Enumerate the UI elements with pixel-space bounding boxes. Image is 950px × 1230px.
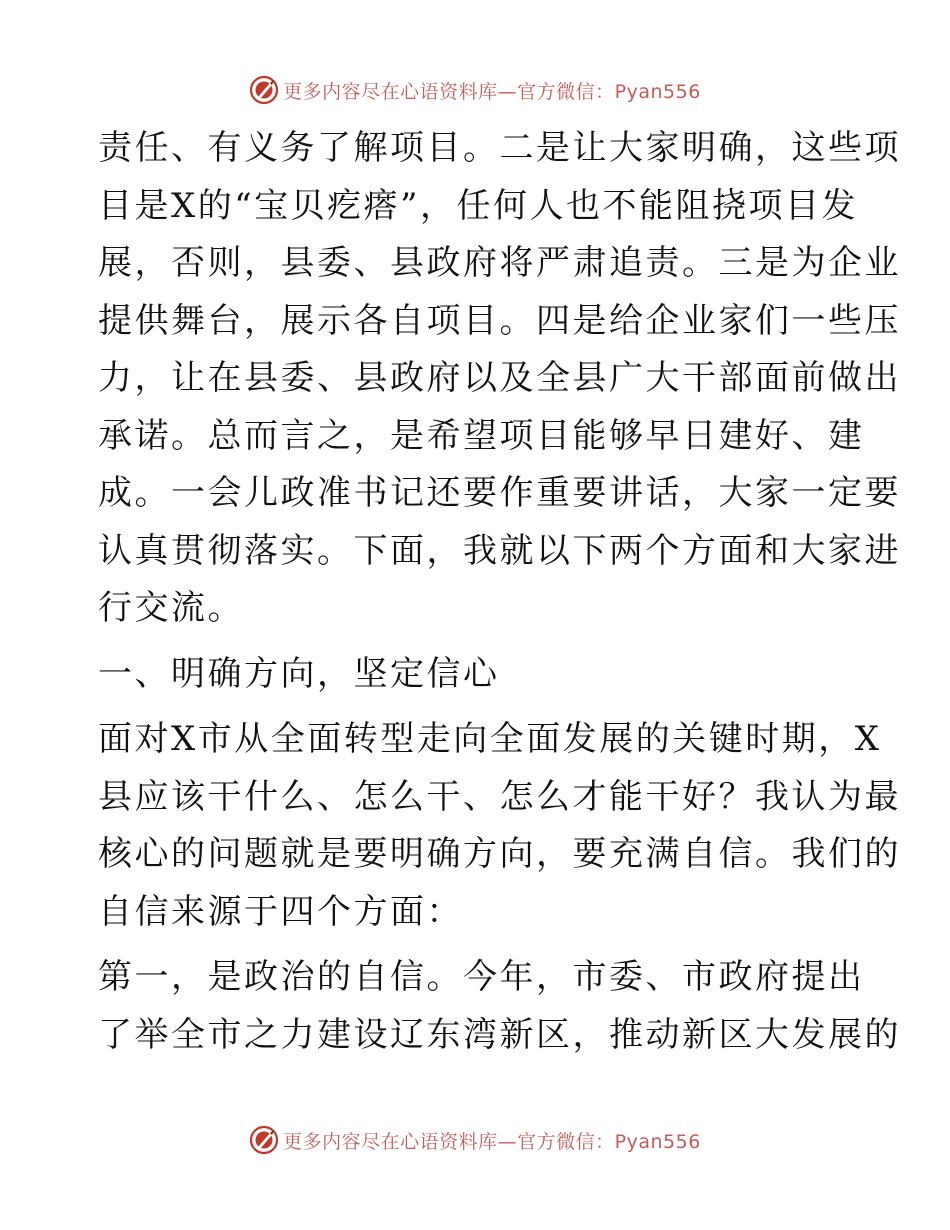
text-line: 提供舞台，展示各自项目。四是给企业家们一些压 [98, 300, 901, 341]
header-banner-text: 更多内容尽在心语资料库—官方微信：Pyan556 [283, 80, 701, 103]
paragraph [98, 711, 901, 941]
text-line: 第一，是政治的自信。今年，市委、市政府提出 [98, 957, 865, 997]
text-line: 目是X的“宝贝疙瘩”，任何人也不能阻挠项目发 [98, 185, 858, 226]
text-line: 承诺。总而言之，是希望项目能够早日建好、建 [98, 415, 865, 456]
text-line: 自信来源于四个方面： [98, 891, 463, 932]
text-line: 了举全市之力建设辽东湾新区，推动新区大发展的 [98, 1014, 901, 1055]
section-heading [98, 646, 850, 704]
header-banner [0, 70, 950, 110]
text-line: 核心的问题就是要明确方向，要充满自信。我们的 [98, 834, 901, 874]
text-line: 责任、有义务了解项目。二是让大家明确，这些项 [98, 128, 901, 168]
footer-banner [0, 1120, 950, 1160]
quill-logo-icon [249, 75, 279, 105]
document-body [98, 120, 901, 1064]
text-line: 一、明确方向，坚定信心 [98, 653, 500, 694]
text-line: 成。一会儿政准书记还要作重要讲话，大家一定要 [98, 473, 901, 513]
text-line: 行交流。 [98, 588, 244, 628]
quill-logo-icon [249, 1125, 279, 1155]
text-line: 认真贯彻落实。下面，我就以下两个方面和大家进 [98, 530, 901, 571]
text-line: 县应该干什么、怎么干、怎么才能干好？我认为最 [98, 776, 901, 817]
text-line: 力，让在县委、县政府以及全县广大干部面前做出 [98, 358, 901, 398]
footer-banner-text: 更多内容尽在心语资料库—官方微信：Pyan556 [283, 1130, 701, 1153]
paragraph [98, 120, 901, 638]
text-line: 展，否则，县委、县政府将严肃追责。三是为企业 [98, 243, 901, 283]
text-line: 面对X市从全面转型走向全面发展的关键时期，X [98, 719, 882, 759]
paragraph [98, 949, 901, 1064]
